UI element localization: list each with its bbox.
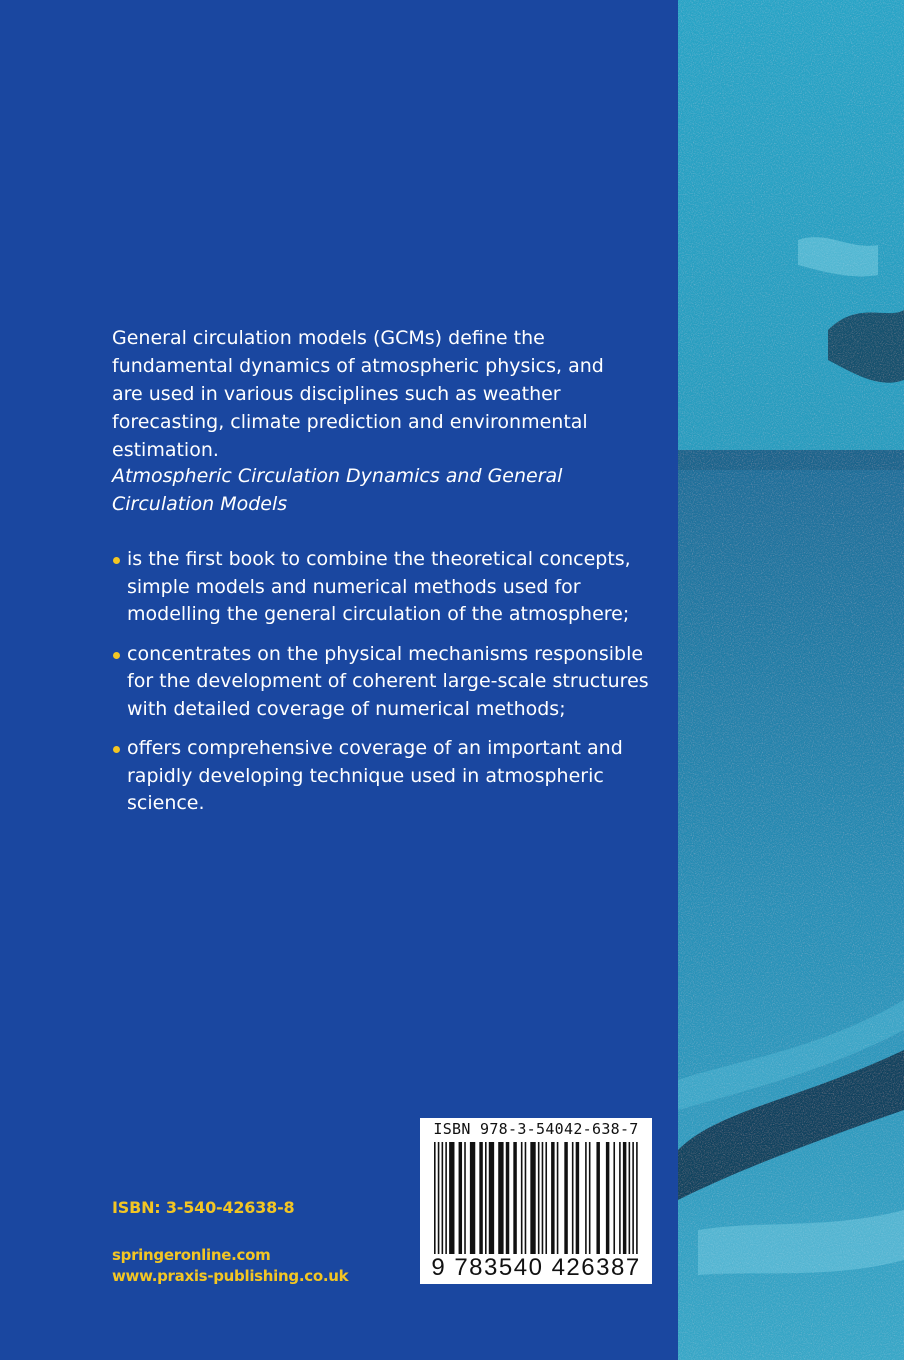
barcode-bar	[521, 1142, 523, 1254]
list-item	[112, 546, 652, 629]
barcode-bar	[485, 1142, 487, 1254]
barcode-bar	[619, 1142, 621, 1254]
barcode-bar	[623, 1142, 626, 1254]
bullet-icon	[113, 557, 120, 564]
barcode-bar	[525, 1142, 527, 1254]
barcode-bar	[442, 1142, 444, 1254]
barcode-bar	[557, 1142, 559, 1254]
list-item-text: offers comprehensive coverage of an important and rapidly developing technique used in atmospheric science.	[127, 737, 623, 814]
barcode-bar	[545, 1142, 547, 1254]
barcode-bar	[445, 1142, 447, 1254]
barcode-bar	[489, 1142, 494, 1254]
barcode-bar	[438, 1142, 440, 1254]
barcode-isbn-label: ISBN 978-3-54042-638-7	[433, 1120, 639, 1138]
barcode-bar	[542, 1142, 544, 1254]
barcode-bar	[564, 1142, 567, 1254]
barcode-bar	[606, 1142, 609, 1254]
barcode-bar	[629, 1142, 631, 1254]
feature-list	[112, 546, 652, 830]
barcode-bar	[589, 1142, 591, 1254]
website-link[interactable]: www.praxis-publishing.co.uk	[112, 1267, 349, 1285]
barcode-bar	[464, 1142, 466, 1254]
barcode-bar	[632, 1142, 634, 1254]
isbn-label: ISBN: 3-540-42638-8	[112, 1198, 295, 1217]
bullet-icon	[113, 746, 120, 753]
barcode-bar	[585, 1142, 587, 1254]
list-item	[112, 735, 652, 818]
barcode-bar	[470, 1142, 475, 1254]
barcode-bars	[434, 1142, 638, 1254]
barcode-bar	[506, 1142, 509, 1254]
barcode-bar	[613, 1142, 615, 1254]
barcode-bar	[596, 1142, 599, 1254]
barcode-bar	[572, 1142, 574, 1254]
barcode-bar	[459, 1142, 462, 1254]
barcode-bar	[498, 1142, 503, 1254]
list-item-text: concentrates on the physical mechanisms responsible for the development of coherent large-scale structures with detailed coverage of numerical methods;	[127, 642, 649, 720]
barcode	[420, 1118, 652, 1284]
barcode-digits: 9 783540 426387	[431, 1254, 641, 1281]
barcode-bar	[538, 1142, 540, 1254]
barcode-bar	[636, 1142, 638, 1254]
barcode-bar	[551, 1142, 554, 1254]
barcode-bar	[479, 1142, 482, 1254]
barcode-bar	[576, 1142, 579, 1254]
satellite-image	[678, 0, 904, 1360]
barcode-bar	[513, 1142, 516, 1254]
barcode-bar	[449, 1142, 454, 1254]
barcode-bar	[434, 1142, 436, 1254]
list-item	[112, 641, 652, 724]
satellite-image-graphic	[678, 0, 904, 1360]
list-item-text: is the first book to combine the theoretical concepts, simple models and numerical methods used for modelling the general circulation of the atmosphere;	[127, 548, 631, 625]
barcode-bar	[530, 1142, 535, 1254]
bullet-icon	[113, 652, 120, 659]
book-subtitle: Atmospheric Circulation Dynamics and General Circulation Models	[112, 465, 563, 515]
intro-paragraph: General circulation models (GCMs) define the fundamental dynamics of atmospheric physics, and are used in various disciplines such as weather forecasting, climate prediction and environmental estimation.	[112, 327, 604, 461]
website-link[interactable]: springeronline.com	[112, 1246, 271, 1264]
